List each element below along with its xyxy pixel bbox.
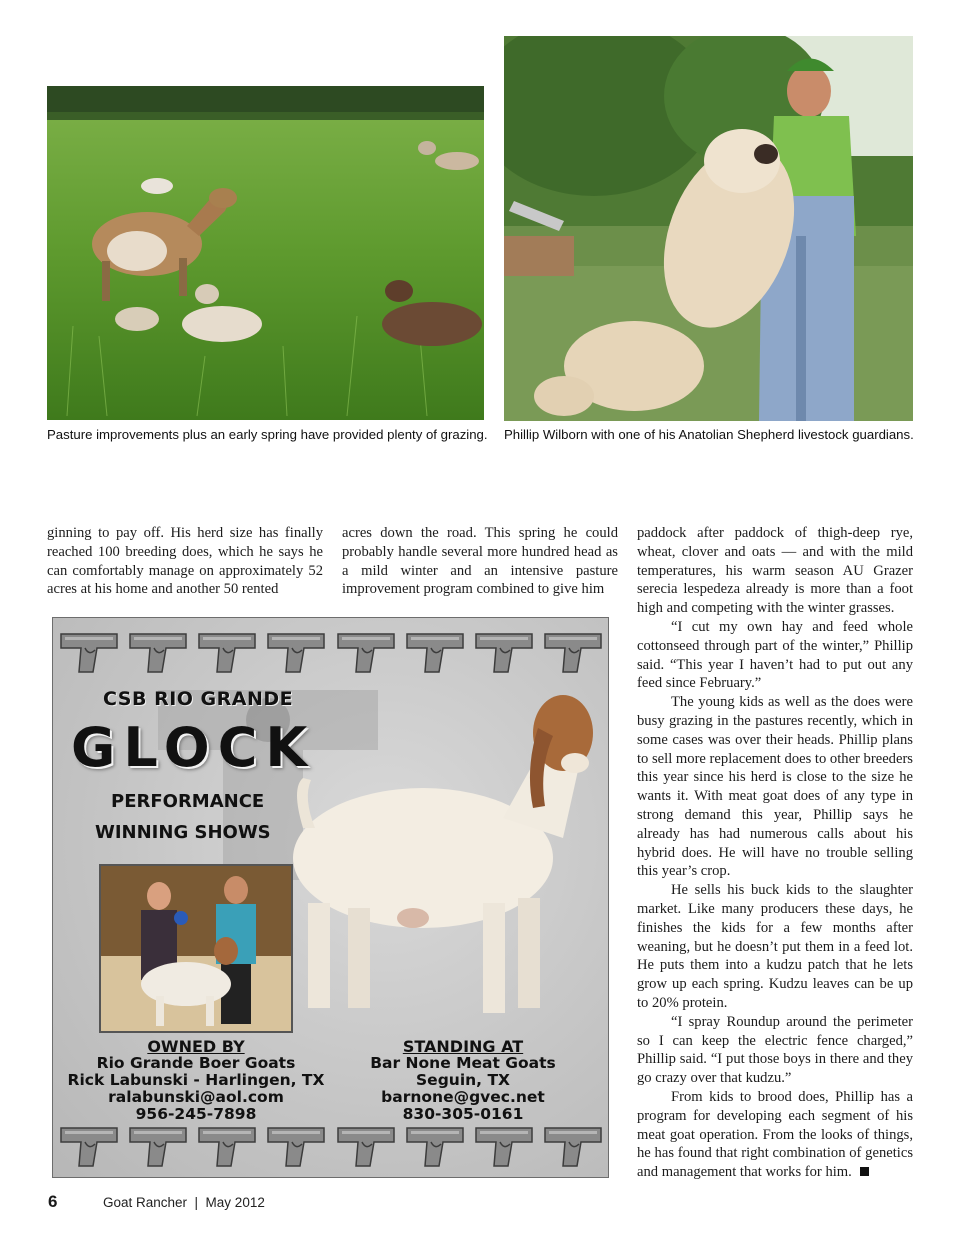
standing-at-heading: STANDING AT bbox=[402, 1037, 524, 1056]
standing-location: Seguin, TX bbox=[416, 1071, 510, 1089]
article-column-2 bbox=[342, 524, 618, 599]
boer-goat-image bbox=[263, 688, 603, 1033]
page-number: 6 bbox=[48, 1192, 58, 1211]
column-1-text: ginning to pay off. His herd size has finally reached 100 breeding does, which he says he can comfortably manage on approximately 52 acres at his home and another 50 rented bbox=[47, 525, 323, 598]
pistol-icon bbox=[403, 1122, 467, 1170]
show-winner-inset-photo bbox=[99, 864, 293, 1033]
pistol-icon bbox=[403, 628, 467, 676]
pasture-goats-photo bbox=[47, 86, 484, 420]
pistol-icon bbox=[57, 1122, 121, 1170]
pistol-icon bbox=[472, 628, 536, 676]
standing-farm: Bar None Meat Goats bbox=[370, 1054, 556, 1072]
column-3-paragraph bbox=[637, 1088, 913, 1182]
owned-by-block bbox=[61, 1038, 331, 1123]
pistol-icon bbox=[541, 628, 605, 676]
owner-name: Rick Labunski - Harlingen, TX bbox=[67, 1071, 325, 1089]
column-3-paragraph: The young kids as well as the does were busy grazing in the pastures recently, which in some cases was over their heads. Phillip plans to sell more replacement does to other breeders this year since his herd is close to the size he wants it. With meat goat does of any type in strong demand this year, Phillip says he already has had numerous calls about his hybrid does. He will have no trouble selling this year’s crop. bbox=[637, 694, 913, 880]
pistol-icon bbox=[264, 628, 328, 676]
ad-title: CSB RIO GRANDE bbox=[103, 688, 294, 710]
pistol-icon bbox=[126, 1122, 190, 1170]
standing-at-block bbox=[343, 1038, 583, 1123]
glock-goat-advertisement bbox=[52, 617, 609, 1178]
pistol-icon bbox=[334, 1122, 398, 1170]
pistol-icon bbox=[472, 1122, 536, 1170]
ad-winning-shows: WINNING SHOWS bbox=[95, 822, 271, 843]
standing-email[interactable]: barnone@gvec.net bbox=[381, 1088, 545, 1106]
pistol-icon bbox=[264, 1122, 328, 1170]
pistol-icon bbox=[195, 628, 259, 676]
end-of-article-mark bbox=[860, 1167, 869, 1176]
article-column-1 bbox=[47, 524, 323, 599]
column-3-paragraph: “I spray Roundup around the perimeter so I can keep the electric fence charged,” Phillip said. “I put those boys in there and they go crazy over that kudzu.” bbox=[637, 1013, 913, 1087]
owner-farm: Rio Grande Boer Goats bbox=[96, 1054, 296, 1072]
ad-performance: PERFORMANCE bbox=[111, 791, 265, 812]
ad-goat-name: GLOCK bbox=[71, 716, 316, 779]
right-photo-caption: Phillip Wilborn with one of his Anatolian Shepherd livestock guardians. bbox=[504, 427, 914, 442]
column-3-final-text: From kids to brood does, Phillip has a program for developing each segment of his meat goat operation. From the looks of things, he has found that right combination of genetics and management that works for him. bbox=[637, 1088, 913, 1181]
pistol-icon bbox=[57, 628, 121, 676]
pistol-icon-row-top bbox=[57, 628, 605, 676]
column-3-paragraph: He sells his buck kids to the slaughter market. Like many producers these days, he finishes the kids for a few months after weaning, but he doesn’t put them in a feed lot. He puts them into a kudzu patch that he lets grow up each spring. Kudzu leaves can be up to 20% protein. bbox=[637, 882, 913, 1011]
owner-email[interactable]: ralabunski@aol.com bbox=[108, 1088, 284, 1106]
owner-phone: 956-245-7898 bbox=[135, 1105, 257, 1123]
farmer-dog-photo bbox=[504, 36, 913, 421]
publication-footer: Goat Rancher | May 2012 bbox=[103, 1195, 265, 1210]
left-photo-caption: Pasture improvements plus an early spring have provided plenty of grazing. bbox=[47, 427, 488, 442]
column-3-paragraph: paddock after paddock of thigh-deep rye, wheat, clover and oats — and with the mild temperatures, his warm season AU Grazer serecia lespedeza already is more than a foot high and competing with the winter grasses. bbox=[637, 525, 913, 617]
article-column-3 bbox=[637, 524, 913, 1182]
pistol-icon bbox=[334, 628, 398, 676]
pistol-icon bbox=[541, 1122, 605, 1170]
column-2-text: acres down the road. This spring he could probably handle several more hundred head as a mild winter and an intensive pasture improvement program combined to give him bbox=[342, 525, 618, 598]
standing-phone: 830-305-0161 bbox=[402, 1105, 524, 1123]
pistol-icon bbox=[195, 1122, 259, 1170]
owned-by-heading: OWNED BY bbox=[147, 1037, 245, 1056]
pistol-icon-row-bottom bbox=[57, 1122, 605, 1170]
pistol-icon bbox=[126, 628, 190, 676]
column-3-paragraph: “I cut my own hay and feed whole cottonseed through part of the winter,” Phillip said. “This year I haven’t had to put out any feed since February.” bbox=[637, 618, 913, 692]
